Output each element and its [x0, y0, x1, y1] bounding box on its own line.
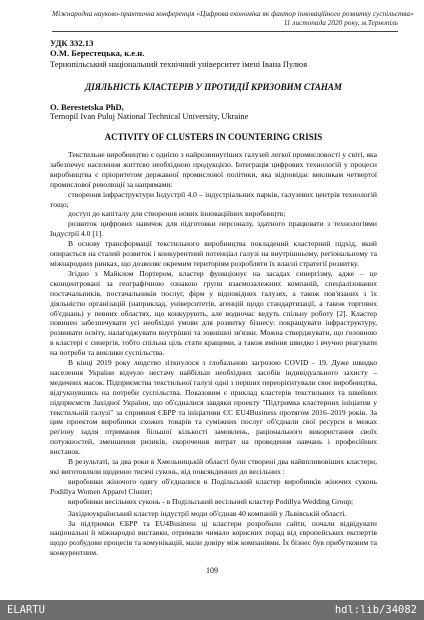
viewer-footer-bar [0, 600, 424, 620]
paragraph: Текстильне виробництво є однією з найрозвинутіших галузей легкої промисловості у світі, яка забезпечує населення життєво необхідною продукцією. Інтеграція цифрових технологій у процеси виробництва є пріоритетом державної промислової політики, яка відповідає викликам четвертої промислової революції за напрямами: [50, 150, 377, 189]
repository-name: ELARTU [7, 604, 45, 616]
list-item: виробники весільних суконь - в Подільський весільний кластер Podillya Wedding Group; [68, 496, 354, 506]
list-item: виробники жіночого одягу об'єдналися в Подільський кластер виробників жіночих суконь Podillya Women Apparel Cluster; [50, 476, 377, 496]
paragraph: Західноукраїнський кластер індустрії моди об'єднав 40 компаній у Львівській області. [68, 508, 347, 518]
affiliation-en: Ternopil Ivan Puluj National Technical University, Ukraine [50, 112, 249, 121]
udk-code: УДК 332.13 [50, 38, 94, 48]
conference-title: Міжнародна науково-практична конференція «Цифрова економіка як фактор інноваційного розвитку суспільства» [52, 9, 414, 18]
paragraph: За підтримки ЄБРР та EU4Business ці кластери розробили сайти, почали відвідувати національні й міжнародні виставки, отримали чимало корисних порад від європейських експертів щодо розбудови процесів та комунікацій, мали довіру між компаніями. Їх бізнес був прибутковим та конкурентним. [50, 518, 377, 558]
handle-id[interactable]: hdl:lib/34082 [334, 604, 417, 616]
paragraph: В основу трансформації текстильного виробництва покладений кластерний підхід, який опирається на сталий розвиток і конкурентний потенціал галузі на внутрішньому, регіональному та міжнародних ринках, що дозволяє окремим територіям розробляти їх власні стратегії розвитку. [50, 239, 377, 268]
running-header [52, 9, 414, 32]
article-title-en: ACTIVITY OF CLUSTERS IN COUNTERING CRISIS [104, 132, 323, 142]
author-ua: О.М. Берестецька, к.е.н. [50, 48, 145, 58]
paragraph: В результаті, за два роки в Хмельницькій області були створені два найвпливовіших кластери, які виготовляли щоденно тисячі суконь, від повсякденних до весільних : [50, 457, 377, 476]
list-item: створення інфраструктури Індустрії 4.0 – індустріальних парків, галузевих центрів технологій тощо; [50, 189, 377, 209]
article-body [50, 38, 377, 558]
affiliation-ua: Тернопільський національний технічний університет імені Івана Пулюя [50, 60, 308, 69]
list-item: розвиток цифрових навичок для підготовки персоналу, здатного працювати з технологіями Індустрії 4.0 [1]. [50, 219, 377, 239]
paragraph: Згідно з Майклом Портером, кластер функціонує на засадах синергізму, адже – це сконцентровані за географічною ознакою групи взаємозалежних компаній, спеціалізованих постачальників, постачальників послуг, фірм у відповідних галузях, а також пов'язаних з їх діяльністю організацій (наприклад, університетів, агенцій щодо стандартизації, а також торгових об'єднань) у певних областях, що конкурують, але водночас ведуть спільну роботу [2]. Кластер повинен забезпечувати усі необхідні умови для розвитку бізнесу: покращувати інфраструктуру, розвивати освіту, налагоджувати внутрішні та зовнішні зв'язки. Можна стверджувати, що головною в кластері є синергія, тобто спільна ціль стати кращими, а також вміння швидко і вчучно реагувати на потреби та виклики суспільства. [50, 268, 377, 358]
conference-date-place: 11 листопада 2020 року, м.Тернопіль [283, 18, 398, 27]
article-title-ua: ДІЯЛЬНІСТЬ КЛАСТЕРІВ У ПРОТИДІЇ КРИЗОВИМ СТАНАМ [85, 82, 342, 92]
paragraph: В кінці 2019 року людство зіткнулося з глобальною загрозою COVID - 19. Дуже швидко населення України відчуло нестачу найбільш необхідних засобів індивідуального захисту – медичних масок. Підприємства текстильної галузі одні з перших переорієнтували своє виробництва, відгукнувшись на потреби суспільства. Показовим є приклад кластерів текстильних та швейних підприємств Західної України, що об'єдналися завдяки проекту "Підтримка кластерних ініціатив у текстильній галузі" за сприяння ЄБРР та ініціативи ЄС EU4Business протягом 2016–2019 років. За цим проектом виробники схожих товарів та суміжних послуг об'єднали свої ресурси в межах регіону задля отримання більшої кількості замовлень, раціонального використання своїх потужностей, зменшення ризиків, скорочення витрат на проведення навчань і професійних виставок. [50, 358, 377, 457]
list-item: доступ до капіталу для створення нових інноваційних виробництв; [68, 209, 286, 219]
author-en: O. Berestetska PhD, [50, 102, 124, 112]
page-number: 109 [206, 566, 218, 575]
